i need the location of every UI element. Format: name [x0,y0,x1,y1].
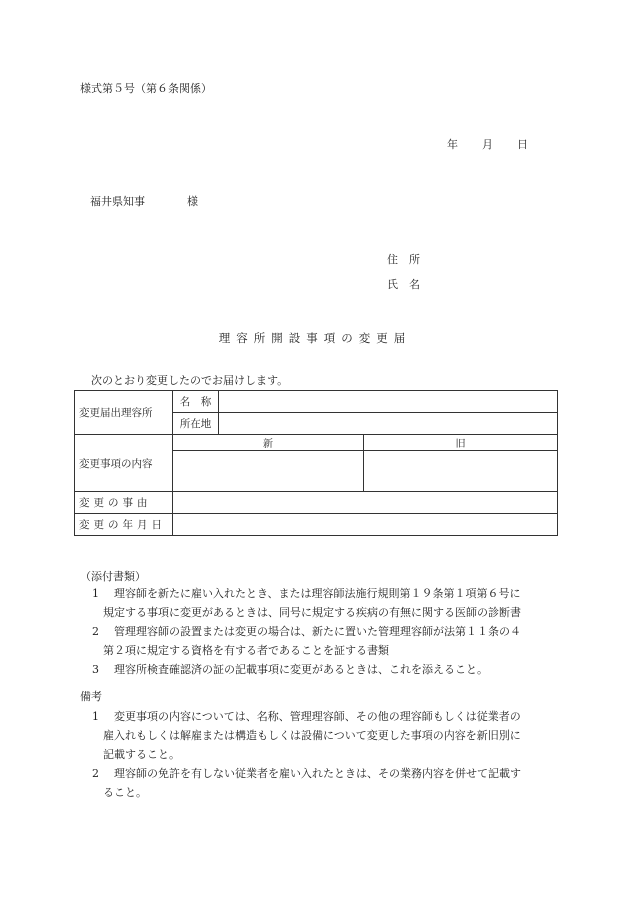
form-number: 様式第５号（第６条関係） [80,82,212,95]
attachments-heading: （添付書類） [80,570,146,583]
remark-line: 雇入れもしくは解雇または構造もしくは設備について変更した事項の内容を新旧別に [103,729,521,742]
reason-row-label: 変更の事由 [75,492,173,514]
new-content-field[interactable] [173,451,364,492]
remark-line: 記載すること。 [103,748,180,761]
date-line [447,136,528,152]
addressee-name: 福井県知事 [90,195,145,208]
intro-text: 次のとおり変更したのでお届けします。 [91,374,289,387]
document-title: 理容所開設事項の変更届 [218,331,412,345]
shop-name-label: 名 称 [173,391,219,413]
shop-location-label: 所在地 [173,413,219,435]
attachment-item [92,584,562,622]
table-row [75,435,558,451]
applicant-name-label: 氏 名 [387,278,420,291]
old-column-header: 旧 [364,435,558,451]
old-content-field[interactable] [364,451,558,492]
remarks-heading: 備考 [80,690,102,703]
reason-field[interactable] [173,492,558,514]
attachment-number: 3 [92,663,99,676]
attachment-item [92,660,562,679]
date-row-label: 変更の年月日 [75,514,173,536]
attachment-line: 理容師を新たに雇い入れたとき、または理容師法施行規則第１９条第１項第６号に [114,587,521,600]
new-column-header: 新 [173,435,364,451]
remark-number: 1 [92,710,99,723]
addressee-honorific: 様 [187,195,198,208]
remark-number: 2 [92,767,99,780]
attachment-line: 管理理容師の設置または変更の場合は、新たに置いた管理理容師が法第１１条の４ [114,625,521,638]
attachment-line: 理容所検査確認済の証の記載事項に変更があるときは、これを添えること。 [114,663,488,676]
table-row [75,391,558,413]
attachment-line: 規定する事項に変更があるときは、同号に規定する疾病の有無に関する医師の診断書 [103,606,521,619]
date-day-label: 日 [517,138,528,151]
table-row [75,514,558,536]
remark-item [92,707,562,764]
change-form-table [74,390,558,536]
date-year-label: 年 [447,138,458,151]
content-row-label: 変更事項の内容 [75,435,173,492]
shop-name-field[interactable] [219,391,558,413]
date-month-label: 月 [482,138,493,151]
address-label: 住 所 [387,253,420,266]
remark-line: 理容師の免許を有しない従業者を雇い入れたときは、その業務内容を併せて記載す [114,767,521,780]
attachment-number: 1 [92,587,99,600]
remark-item [92,764,562,802]
change-date-field[interactable] [173,514,558,536]
remark-line: ること。 [103,786,147,799]
shop-row-label: 変更届出理容所 [75,391,173,435]
shop-location-field[interactable] [219,413,558,435]
attachment-item [92,622,562,660]
attachment-line: 第２項に規定する資格を有する者であることを証する書類 [103,644,389,657]
remark-line: 変更事項の内容については、名称、管理理容師、その他の理容師もしくは従業者の [114,710,521,723]
attachment-number: 2 [92,625,99,638]
table-row [75,492,558,514]
addressee [90,193,198,209]
